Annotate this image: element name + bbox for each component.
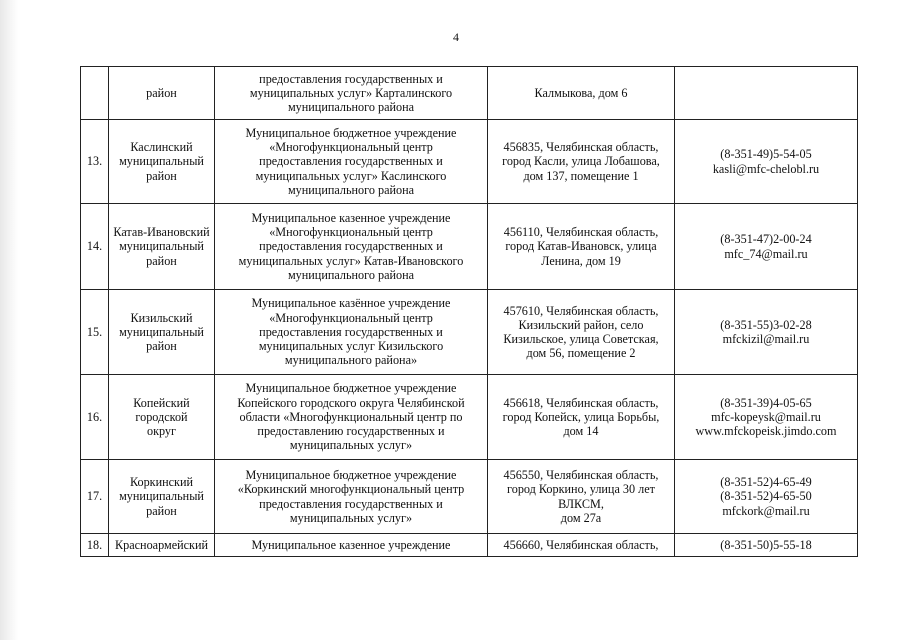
address: 456835, Челябинская область, город Касли, улица Лобашова, дом 137, помещение 1 [488,120,675,204]
table-row [81,534,858,557]
table-row [81,375,858,460]
district-name: Копейский городской округ [109,375,215,460]
mfc-table [80,66,858,557]
district-name: район [109,67,215,120]
contacts: (8-351-52)4-65-49 (8-351-52)4-65-50 mfckork@mail.ru [675,460,858,534]
table-row [81,120,858,204]
organization-name: Муниципальное бюджетное учреждение «Многофункциональный центр предоставления государственных и муниципальных услуг» Каслинского муниципального района [215,120,488,204]
row-number: 15. [81,290,109,375]
district-name: Коркинский муниципальный район [109,460,215,534]
address: 456110, Челябинская область, город Катав-Ивановск, улица Ленина, дом 19 [488,204,675,290]
contacts: (8-351-50)5-55-18 [675,534,858,557]
row-number: 17. [81,460,109,534]
address: Калмыкова, дом 6 [488,67,675,120]
table-row [81,290,858,375]
district-name: Кизильский муниципальный район [109,290,215,375]
table-row [81,204,858,290]
organization-name: Муниципальное казенное учреждение «Многофункциональный центр предоставления государственных и муниципальных услуг» Катав-Ивановского муниципального района [215,204,488,290]
row-number: 16. [81,375,109,460]
row-number: 18. [81,534,109,557]
row-number [81,67,109,120]
district-name: Красноармейский [109,534,215,557]
contacts: (8-351-55)3-02-28 mfckizil@mail.ru [675,290,858,375]
row-number: 14. [81,204,109,290]
address: 456550, Челябинская область, город Коркино, улица 30 лет ВЛКСМ, дом 27а [488,460,675,534]
contacts: (8-351-49)5-54-05 kasli@mfc-chelobl.ru [675,120,858,204]
row-number: 13. [81,120,109,204]
address: 456618, Челябинская область, город Копейск, улица Борьбы, дом 14 [488,375,675,460]
organization-name: Муниципальное казенное учреждение [215,534,488,557]
organization-name: предоставления государственных и муниципальных услуг» Карталинского муниципального района [215,67,488,120]
table-row [81,67,858,120]
scan-shadow-edge [0,0,18,640]
district-name: Катав-Ивановский муниципальный район [109,204,215,290]
contacts: (8-351-47)2-00-24 mfc_74@mail.ru [675,204,858,290]
organization-name: Муниципальное бюджетное учреждение «Коркинский многофункциональный центр предоставления государственных и муниципальных услуг» [215,460,488,534]
address: 457610, Челябинская область, Кизильский район, село Кизильское, улица Советская, дом 56, помещение 2 [488,290,675,375]
organization-name: Муниципальное казённое учреждение «Многофункциональный центр предоставления государственных и муниципальных услуг Кизильского муниципального района» [215,290,488,375]
contacts [675,67,858,120]
table-row [81,460,858,534]
address: 456660, Челябинская область, [488,534,675,557]
page-number: 4 [453,30,459,44]
organization-name: Муниципальное бюджетное учреждение Копейского городского округа Челябинской области «Многофункциональный центр по предоставлению государственных и муниципальных услуг» [215,375,488,460]
contacts: (8-351-39)4-05-65 mfc-kopeysk@mail.ru www.mfckopeisk.jimdo.com [675,375,858,460]
district-name: Каслинский муниципальный район [109,120,215,204]
